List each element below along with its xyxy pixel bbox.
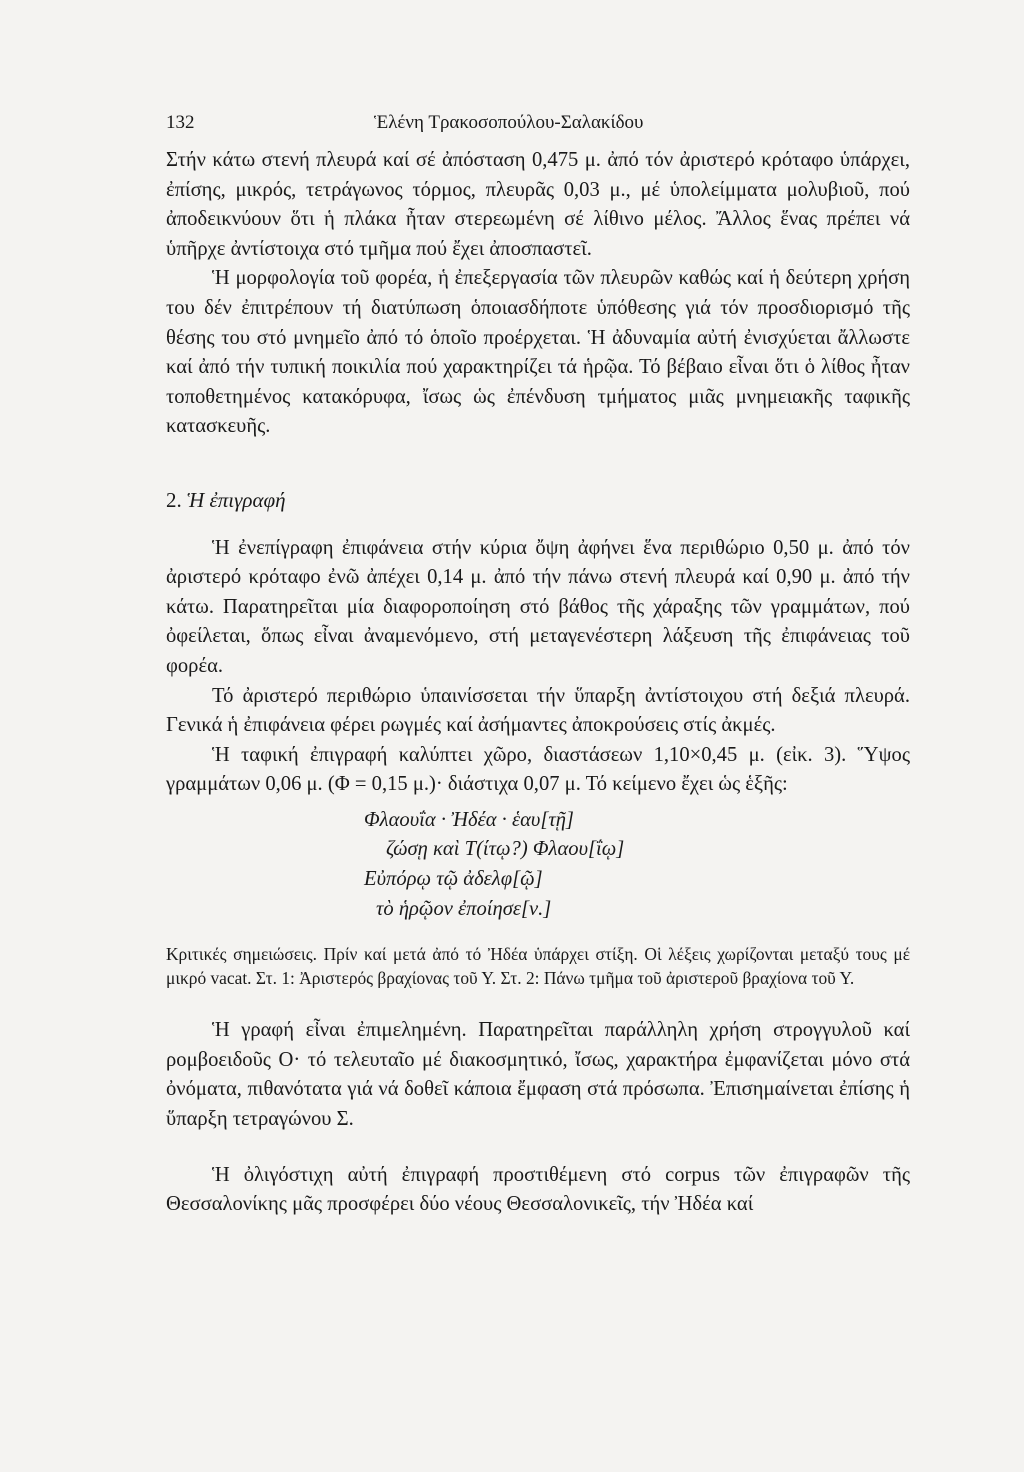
book-page: [166, 112, 910, 1220]
running-head: [166, 112, 910, 146]
inscription-text: [364, 806, 910, 924]
running-head-author: Ἑλένη Τρακοσοπούλου-Σαλακίδου: [374, 112, 644, 133]
section-heading: [166, 486, 910, 516]
paragraph: Ἡ ὀλιγόστιχη αὐτή ἐπιγραφή προστιθέμενη στό corpus τῶν ἐπιγραφῶν τῆς Θεσσαλονίκης μᾶς προσφέρει δύο νέους Θεσσαλονικεῖς, τήν Ἠδέα καί: [166, 1163, 910, 1216]
body-text-continued: [166, 1016, 910, 1220]
paragraph: Ἡ μορφολογία τοῦ φορέα, ἡ ἐπεξεργασία τῶν πλευρῶν καθώς καί ἡ δεύτερη χρήση του δέν ἐπιτρέπουν τή διατύπωση ὁποιασδήποτε ὑπόθεσης γιά τόν προσδιορισμό τῆς θέσης του στό μνημεῖο ἀπό τό ὁποῖο προέρχεται. Ἡ ἀδυναμία αὐτή ἐνισχύεται ἄλλωστε καί ἀπό τήν τυπική ποικιλία πού χαρακτηρίζει τά ἡρῷα. Τό βέβαιο εἶναι ὅτι ὁ λίθος ἦταν τοποθετημένος κατακόρυφα, ἴσως ὡς ἐπένδυση τμήματος μιᾶς μνημειακῆς ταφικῆς κατασκευῆς.: [166, 267, 910, 438]
body-text: [166, 146, 910, 924]
section-number: 2.: [166, 487, 182, 512]
paragraph: Ἡ ἐνεπίγραφη ἐπιφάνεια στήν κύρια ὄψη ἀφήνει ἕνα περιθώριο 0,50 μ. ἀπό τόν ἀριστερό κρόταφο ἐνῶ ἀπέχει 0,14 μ. ἀπό τήν πάνω στενή πλευρά καί 0,90 μ. ἀπό τήν κάτω. Παρατηρεῖται μία διαφοροποίηση στό βάθος τῆς χάραξης τῶν γραμμάτων, πού ὀφείλεται, ὅπως εἶναι ἀναμενόμενο, στή μεταγενέστερη λάξευση τῆς ἐπιφάνειας τοῦ φορέα.: [166, 536, 910, 677]
section-title: Ἡ ἐπιγραφή: [187, 487, 286, 512]
inscription-line: τὸ ἡρῷον ἐποίησε[ν.]: [376, 897, 552, 920]
paragraph: Τό ἀριστερό περιθώριο ὑπαινίσσεται τήν ὕπαρξη ἀντίστοιχου στή δεξιά πλευρά. Γενικά ἡ ἐπιφάνεια φέρει ρωγμές καί ἀσήμαντες ἀποκρούσεις στίς ἀκμές.: [166, 684, 910, 737]
page-number: 132: [166, 112, 195, 133]
critical-notes: Κριτικές σημειώσεις. Πρίν καί μετά ἀπό τό Ἠδέα ὑπάρχει στίξη. Οἱ λέξεις χωρίζονται μεταξύ τους μέ μικρό vacat. Στ. 1: Ἀριστερός βραχίονας τοῦ Υ. Στ. 2: Πάνω τμῆμα τοῦ ἀριστεροῦ βραχίονα τοῦ Υ.: [166, 944, 910, 989]
inscription-line: Εὐπόρῳ τῷ ἀδελφ[ῷ]: [364, 868, 543, 891]
paragraph: Ἡ ταφική ἐπιγραφή καλύπτει χῶρο, διαστάσεων 1,10×0,45 μ. (εἰκ. 3). Ὕψος γραμμάτων 0,06 μ. (Φ = 0,15 μ.)· διάστιχα 0,07 μ. Τό κείμενο ἔχει ὡς ἑξῆς:: [166, 743, 910, 796]
inscription-line: Φλαουΐα · Ἠδέα · ἑαυ[τῇ]: [364, 808, 574, 831]
inscription-line: ζώσῃ καὶ Τ(ίτῳ?) Φλαου[ΐῳ]: [386, 838, 625, 861]
paragraph: Ἡ γραφή εἶναι ἐπιμελημένη. Παρατηρεῖται παράλληλη χρήση στρογγυλοῦ καί ρομβοειδοῦς Ο· τό τελευταῖο μέ διακοσμητικό, ἴσως, χαρακτήρα ἐμφανίζεται μόνο στά ὀνόματα, πιθανότατα γιά νά δοθεῖ κάποια ἔμφαση στά πρόσωπα. Ἐπισημαίνεται ἐπίσης ἡ ὕπαρξη τετραγώνου Σ.: [166, 1019, 910, 1131]
paragraph: Στήν κάτω στενή πλευρά καί σέ ἀπόσταση 0,475 μ. ἀπό τόν ἀριστερό κρόταφο ὑπάρχει, ἐπίσης, μικρός, τετράγωνος τόρμος, πλευρᾶς 0,03 μ., μέ ὑπολείμματα μολυβιοῦ, πού ἀποδεικνύουν ὅτι ἡ πλάκα ἦταν στερεωμένη σέ λίθινο μέλος. Ἄλλος ἕνας πρέπει νά ὑπῆρχε ἀντίστοιχα στό τμῆμα πού ἔχει ἀποσπαστεῖ.: [166, 149, 910, 260]
